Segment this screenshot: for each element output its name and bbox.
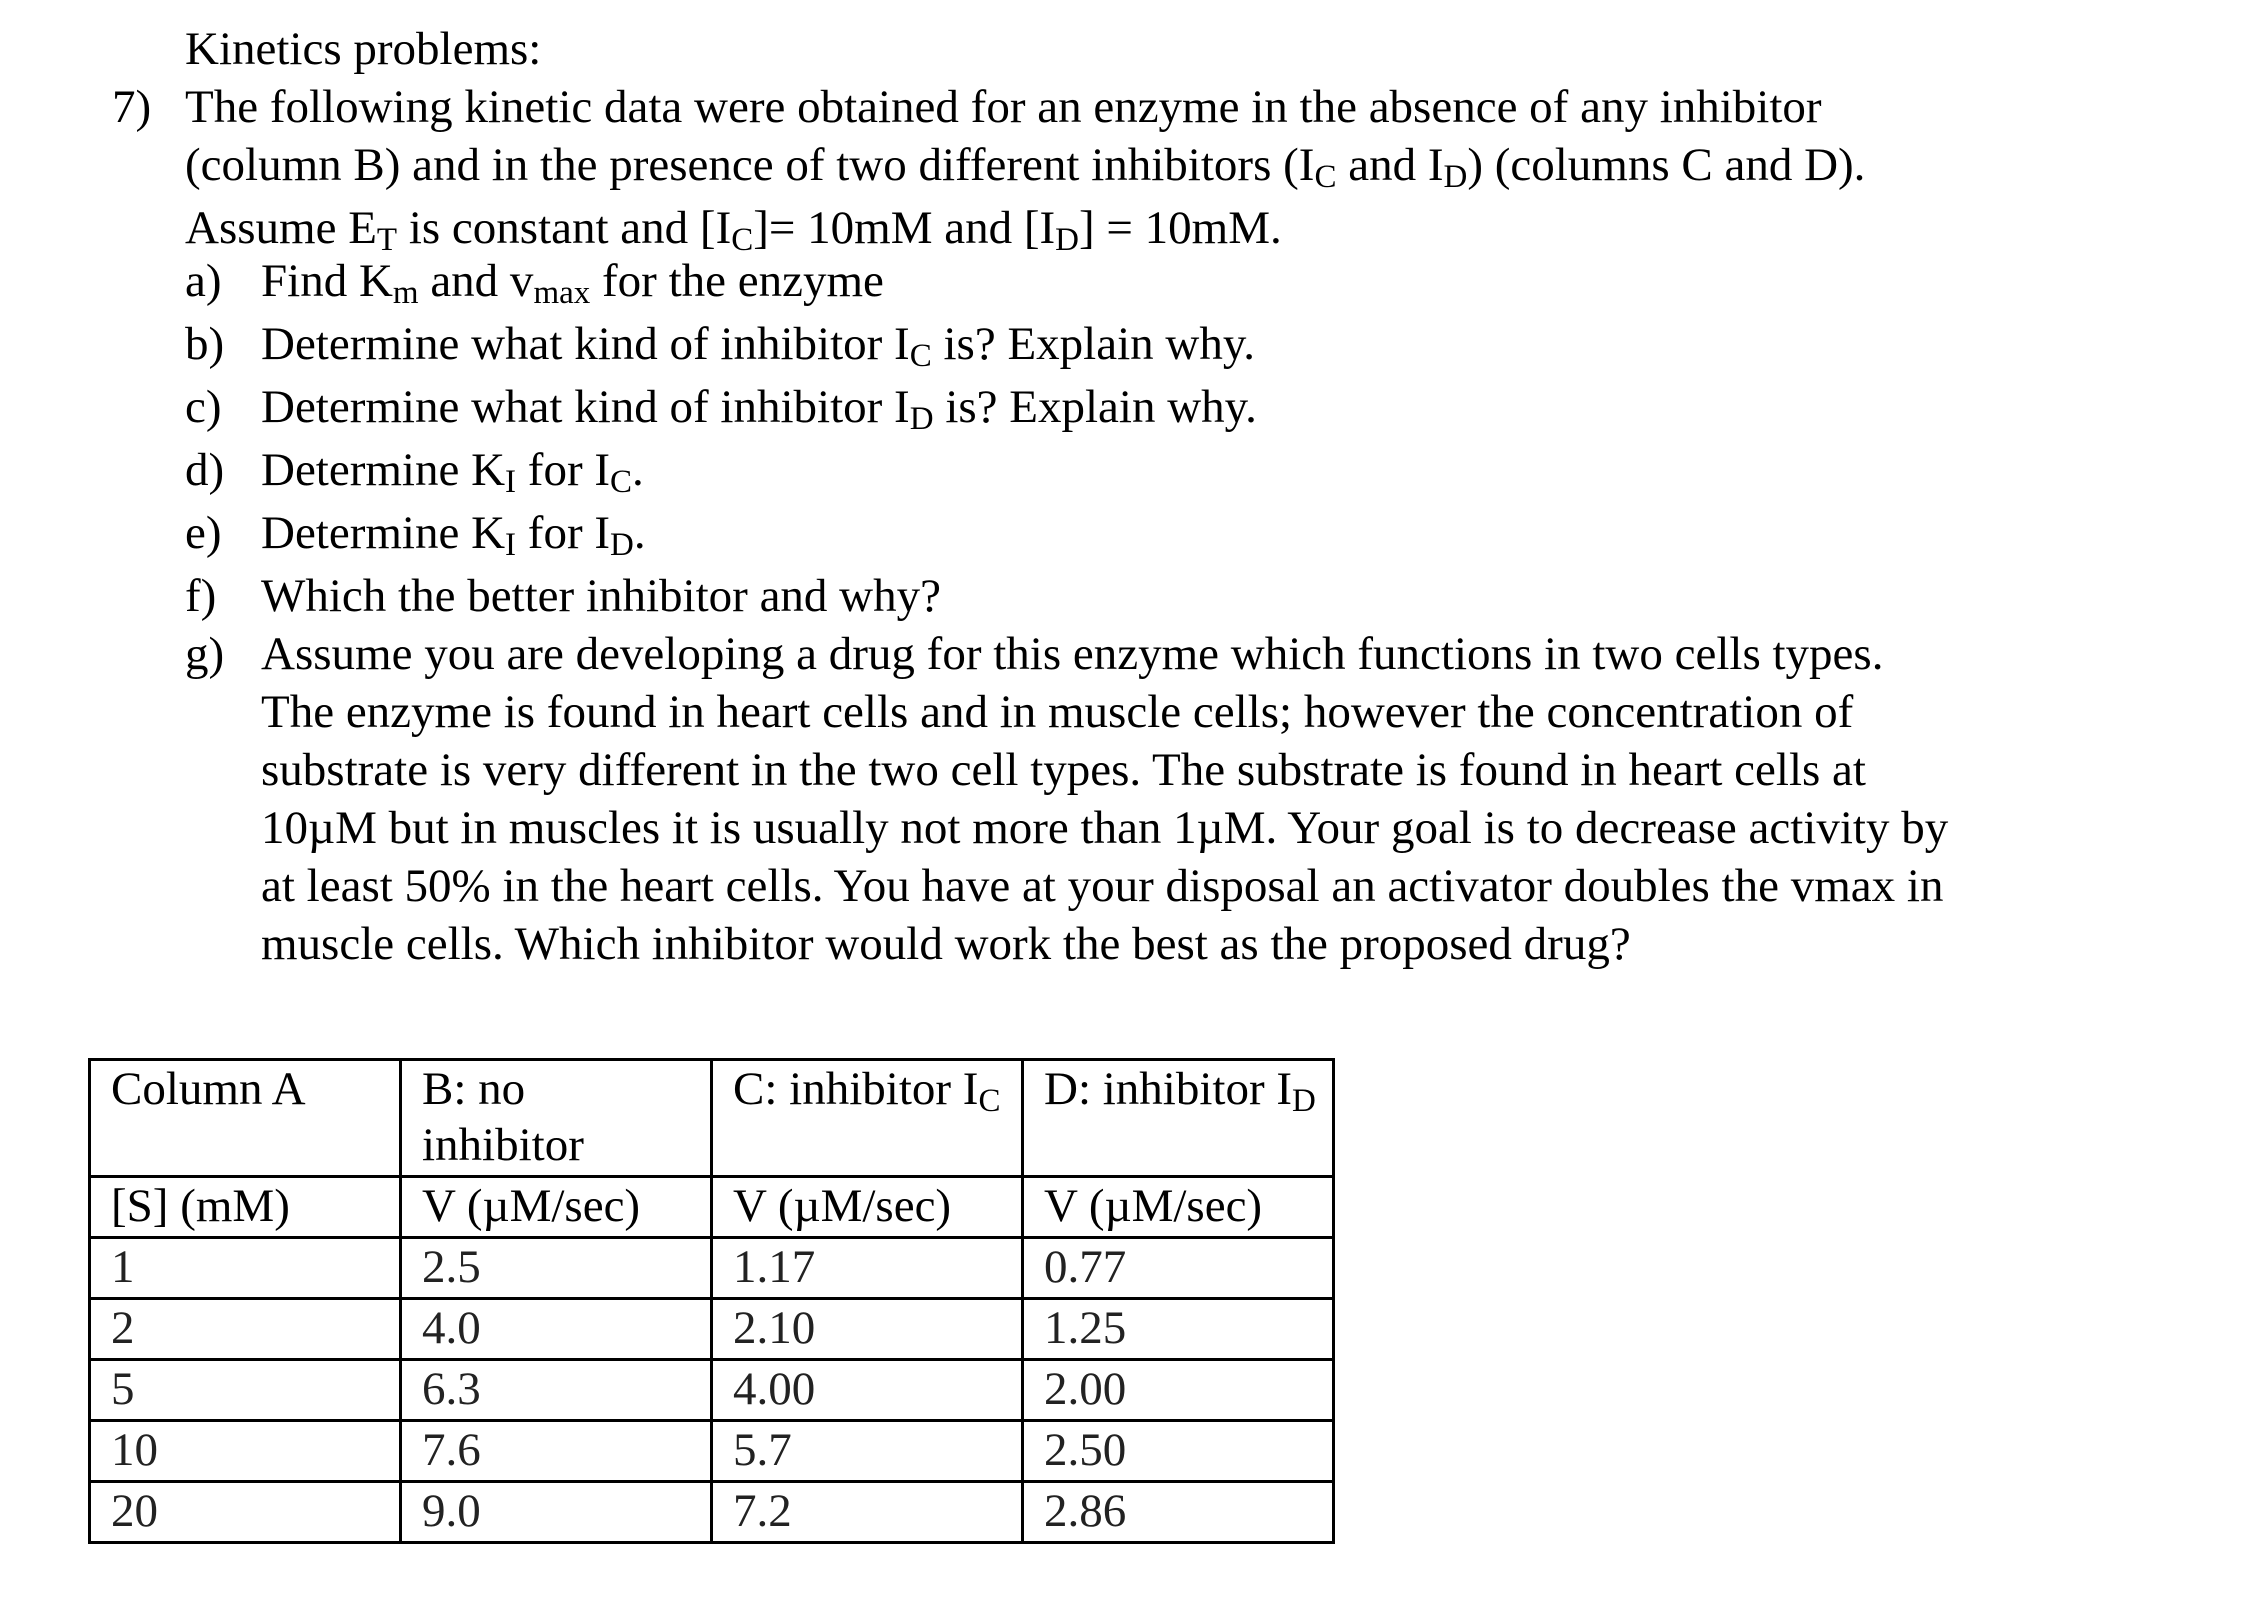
table-cell: 1 — [90, 1238, 401, 1299]
part-g-line: substrate is very different in the two cell types. The substrate is found in heart cells at — [261, 744, 1866, 796]
intro-line-2: (column B) and in the presence of two different inhibitors (IC and ID) (columns C and D). — [185, 139, 1866, 195]
intro-line-1: The following kinetic data were obtained for an enzyme in the absence of any inhibitor — [185, 81, 1822, 133]
part-g-line: The enzyme is found in heart cells and in muscle cells; however the concentration of — [261, 686, 1854, 738]
table-cell: 2.00 — [1023, 1360, 1334, 1421]
table-cell: 7.6 — [401, 1421, 712, 1482]
part-d: d) Determine KI for IC. — [185, 441, 2085, 504]
part-g — [185, 625, 2085, 973]
table-row — [90, 1482, 1334, 1543]
table-cell: 20 — [90, 1482, 401, 1543]
table-header-row — [90, 1060, 1334, 1177]
table-cell: 7.2 — [712, 1482, 1023, 1543]
question-intro — [185, 78, 2085, 262]
table-cell: 0.77 — [1023, 1238, 1334, 1299]
table-cell: 1.17 — [712, 1238, 1023, 1299]
table-cell: 5.7 — [712, 1421, 1023, 1482]
table-cell: 2.50 — [1023, 1421, 1334, 1482]
part-g-line: 10µM but in muscles it is usually not more than 1µM. Your goal is to decrease activity by — [261, 802, 1949, 854]
part-letter: f) — [185, 570, 217, 622]
part-letter: g) — [185, 628, 225, 680]
table-row — [90, 1360, 1334, 1421]
table-row — [90, 1421, 1334, 1482]
part-c: c) Determine what kind of inhibitor ID is? Explain why. — [185, 378, 2085, 441]
question-parts — [185, 252, 2085, 973]
table-cell: 2.10 — [712, 1299, 1023, 1360]
table-cell: 9.0 — [401, 1482, 712, 1543]
part-f: f) Which the better inhibitor and why? — [185, 567, 2085, 625]
table-cell: 2.86 — [1023, 1482, 1334, 1543]
part-letter: d) — [185, 444, 225, 496]
part-letter: e) — [185, 507, 222, 559]
table-cell: 1.25 — [1023, 1299, 1334, 1360]
table-cell: 2 — [90, 1299, 401, 1360]
part-letter: c) — [185, 381, 222, 433]
part-g-line: Assume you are developing a drug for this enzyme which functions in two cells types. — [261, 628, 1884, 680]
header-column-c: C: inhibitor IC — [712, 1060, 1023, 1177]
header-column-a: Column A — [90, 1060, 401, 1177]
units-cell: V (µM/sec) — [1023, 1177, 1334, 1238]
part-g-line: muscle cells. Which inhibitor would work the best as the proposed drug? — [261, 918, 1631, 970]
header-column-b: B: no inhibitor — [401, 1060, 712, 1177]
units-cell: [S] (mM) — [90, 1177, 401, 1238]
table-cell: 5 — [90, 1360, 401, 1421]
units-cell: V (µM/sec) — [712, 1177, 1023, 1238]
table-row — [90, 1299, 1334, 1360]
kinetics-data-table — [88, 1058, 1335, 1544]
part-e: e) Determine KI for ID. — [185, 504, 2085, 567]
header-column-d: D: inhibitor ID — [1023, 1060, 1334, 1177]
intro-line-3: Assume ET is constant and [IC]= 10mM and [ID] = 10mM. — [185, 202, 1282, 258]
part-letter: a) — [185, 255, 222, 307]
part-g-line: at least 50% in the heart cells. You have at your disposal an activator doubles the vmax in — [261, 860, 1944, 912]
units-cell: V (µM/sec) — [401, 1177, 712, 1238]
table-cell: 2.5 — [401, 1238, 712, 1299]
table-cell: 4.00 — [712, 1360, 1023, 1421]
table-units-row — [90, 1177, 1334, 1238]
table-cell: 6.3 — [401, 1360, 712, 1421]
question-number: 7) — [112, 81, 152, 133]
table-cell: 10 — [90, 1421, 401, 1482]
part-a: a) Find Km and vmax for the enzyme — [185, 252, 2085, 315]
table-cell: 4.0 — [401, 1299, 712, 1360]
part-b: b) Determine what kind of inhibitor IC is? Explain why. — [185, 315, 2085, 378]
page-heading: Kinetics problems: — [185, 23, 542, 75]
table-row — [90, 1238, 1334, 1299]
part-letter: b) — [185, 318, 225, 370]
